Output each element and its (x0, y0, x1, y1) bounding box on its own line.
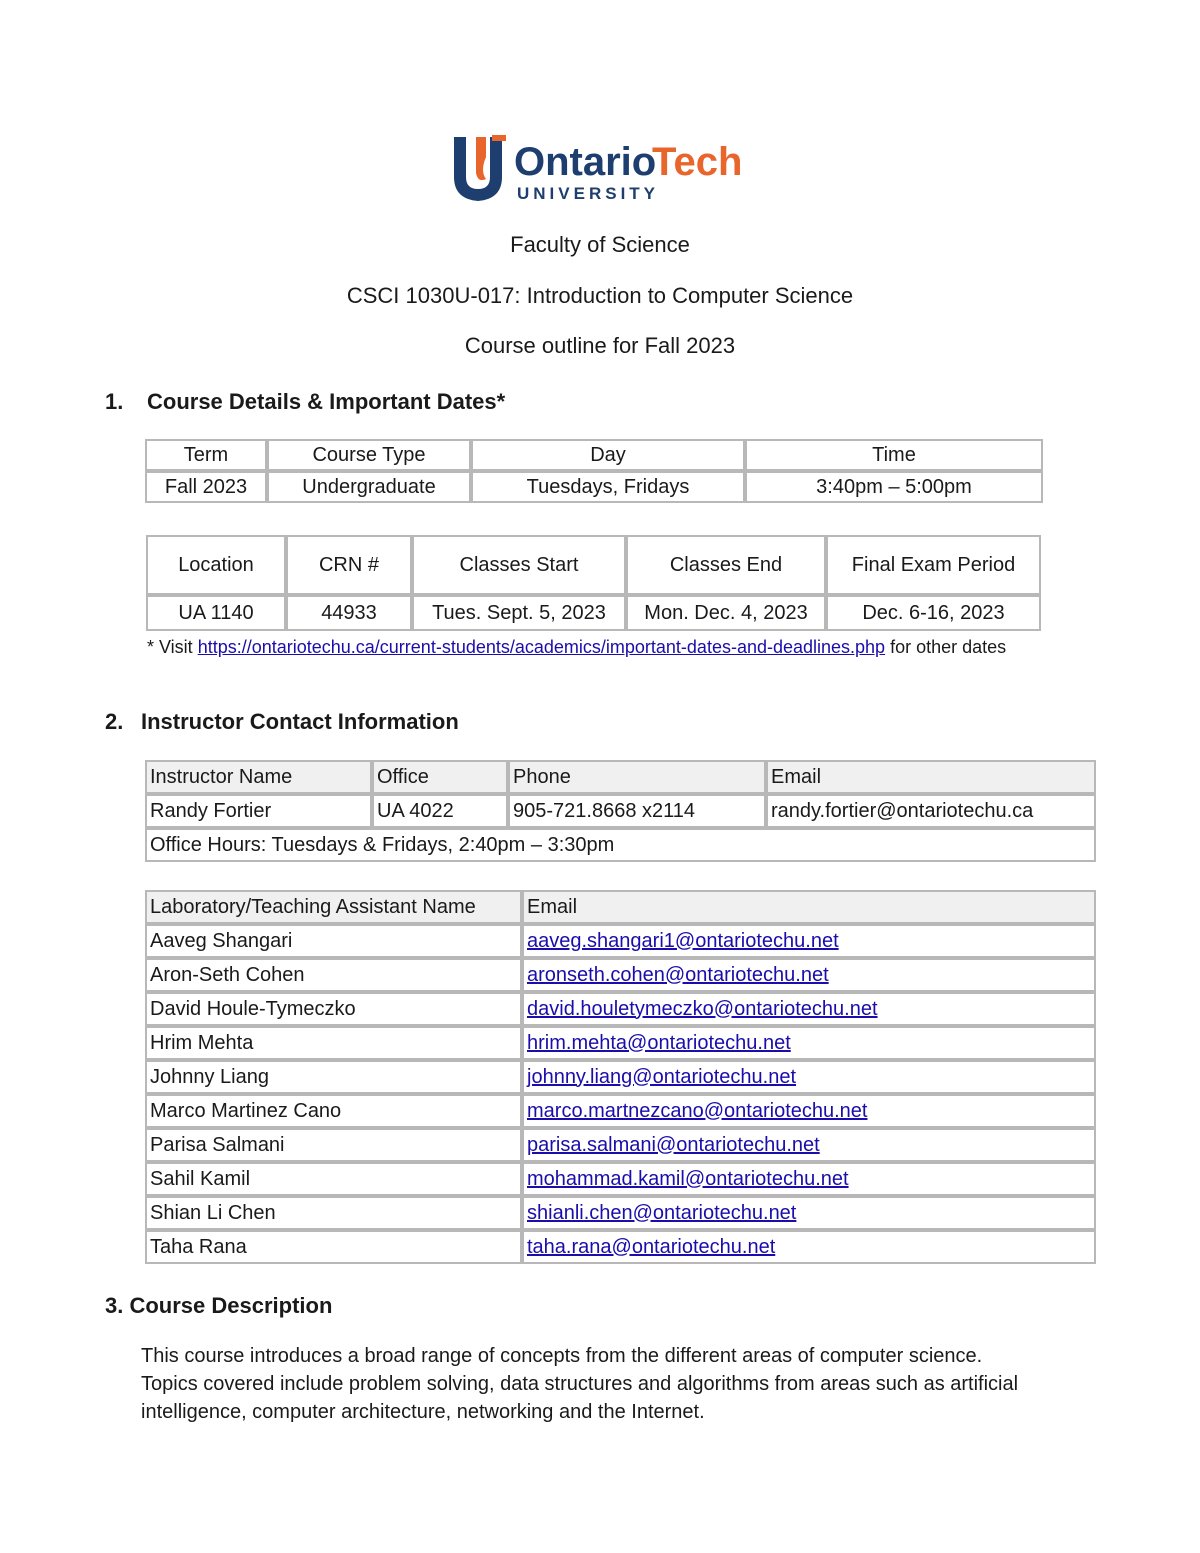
schedule-value-cell: UA 1140 (146, 595, 286, 631)
instructor-header-cell: Office (372, 760, 508, 794)
section-1-number: 1. (105, 389, 124, 414)
dates-value-cell: Undergraduate (267, 471, 471, 503)
dates-header-cell: Course Type (267, 439, 471, 471)
ta-email-link[interactable]: marco.martnezcano@ontariotechu.net (527, 1099, 868, 1122)
other-dates-note (147, 637, 1006, 658)
ta-email-link[interactable]: mohammad.kamil@ontariotechu.net (527, 1167, 849, 1190)
table-row (145, 1230, 1096, 1264)
dates-value-cell: Fall 2023 (145, 471, 267, 503)
ta-name: Parisa Salmani (145, 1128, 522, 1162)
note-suffix: for other dates (885, 637, 1007, 657)
ta-header-cell: Email (522, 890, 1096, 924)
section-2-title: Instructor Contact Information (141, 709, 459, 734)
table-row (145, 1162, 1096, 1196)
ta-table (145, 890, 1096, 1264)
table-row (145, 924, 1096, 958)
ta-name: Aron-Seth Cohen (145, 958, 522, 992)
outline-title: Course outline for Fall 2023 (464, 333, 736, 358)
ta-name: David Houle-Tymeczko (145, 992, 522, 1026)
ta-email-link[interactable]: taha.rana@ontariotechu.net (527, 1235, 776, 1258)
course-title: CSCI 1030U-017: Introduction to Computer Science (346, 283, 854, 308)
instructor-phone: 905-721.8668 x2114 (508, 794, 766, 828)
table-row (145, 1060, 1096, 1094)
schedule-header-cell: Location (146, 535, 286, 595)
schedule-header-cell: Classes Start (412, 535, 626, 595)
table-row (145, 958, 1096, 992)
dates-header-cell: Day (471, 439, 745, 471)
ta-email-link[interactable]: hrim.mehta@ontariotechu.net (527, 1031, 791, 1054)
schedule-header-cell: CRN # (286, 535, 412, 595)
instructor-header-cell: Phone (508, 760, 766, 794)
dates-header-cell: Term (145, 439, 267, 471)
schedule-header-cell: Classes End (626, 535, 826, 595)
schedule-value-cell: Dec. 6-16, 2023 (826, 595, 1041, 631)
ontario-tech-logo (452, 133, 752, 205)
ta-email-link[interactable]: parisa.salmani@ontariotechu.net (527, 1133, 820, 1156)
instructor-name: Randy Fortier (145, 794, 372, 828)
course-schedule-table (146, 535, 1041, 631)
instructor-office: UA 4022 (372, 794, 508, 828)
description-line: intelligence, computer architecture, networking and the Internet. (141, 1401, 705, 1423)
office-hours: Office Hours: Tuesdays & Fridays, 2:40pm – 3:30pm (145, 828, 1096, 862)
ta-name: Johnny Liang (145, 1060, 522, 1094)
section-3-heading: 3. Course Description (105, 1293, 333, 1318)
ta-name: Taha Rana (145, 1230, 522, 1264)
schedule-value-cell: 44933 (286, 595, 412, 631)
instructor-table (145, 760, 1096, 862)
schedule-value-cell: Tues. Sept. 5, 2023 (412, 595, 626, 631)
instructor-header-cell: Email (766, 760, 1096, 794)
ta-name: Hrim Mehta (145, 1026, 522, 1060)
ta-email-link[interactable]: aronseth.cohen@ontariotechu.net (527, 963, 829, 986)
ta-email-link[interactable]: aaveg.shangari1@ontariotechu.net (527, 929, 839, 952)
ta-name: Aaveg Shangari (145, 924, 522, 958)
course-dates-table (145, 439, 1043, 503)
note-prefix: * Visit (147, 637, 198, 657)
instructor-email: randy.fortier@ontariotechu.ca (766, 794, 1096, 828)
instructor-header-cell: Instructor Name (145, 760, 372, 794)
dates-value-cell: 3:40pm – 5:00pm (745, 471, 1043, 503)
ta-name: Shian Li Chen (145, 1196, 522, 1230)
description-line: This course introduces a broad range of concepts from the different areas of computer science. (141, 1345, 983, 1367)
dates-value-cell: Tuesdays, Fridays (471, 471, 745, 503)
logo-wordmark-tech: Tech (652, 140, 743, 184)
faculty-title: Faculty of Science (510, 232, 690, 257)
ta-name: Sahil Kamil (145, 1162, 522, 1196)
ta-name: Marco Martinez Cano (145, 1094, 522, 1128)
table-row (145, 1094, 1096, 1128)
dates-header-cell: Time (745, 439, 1043, 471)
table-row (145, 1196, 1096, 1230)
ta-email-link[interactable]: johnny.liang@ontariotechu.net (527, 1065, 797, 1088)
section-1-heading (105, 389, 505, 415)
schedule-header-cell: Final Exam Period (826, 535, 1041, 595)
section-1-title: Course Details & Important Dates* (147, 389, 506, 414)
section-2-number: 2. (105, 709, 124, 734)
table-row (145, 1128, 1096, 1162)
ta-header-cell: Laboratory/Teaching Assistant Name (145, 890, 522, 924)
schedule-value-cell: Mon. Dec. 4, 2023 (626, 595, 826, 631)
table-row (145, 1026, 1096, 1060)
course-description (141, 1342, 1121, 1426)
ta-email-link[interactable]: shianli.chen@ontariotechu.net (527, 1201, 797, 1224)
section-2-heading (105, 709, 459, 735)
important-dates-link[interactable]: https://ontariotechu.ca/current-students/academics/important-dates-and-deadlines.php (197, 637, 886, 657)
table-row (145, 992, 1096, 1026)
logo-wordmark-ontario: Ontario (514, 140, 657, 184)
description-line: Topics covered include problem solving, data structures and algorithms from areas such as artificial (141, 1373, 1019, 1395)
ta-email-link[interactable]: david.houletymeczko@ontariotechu.net (527, 997, 878, 1020)
logo-subtitle: UNIVERSITY (517, 184, 660, 203)
